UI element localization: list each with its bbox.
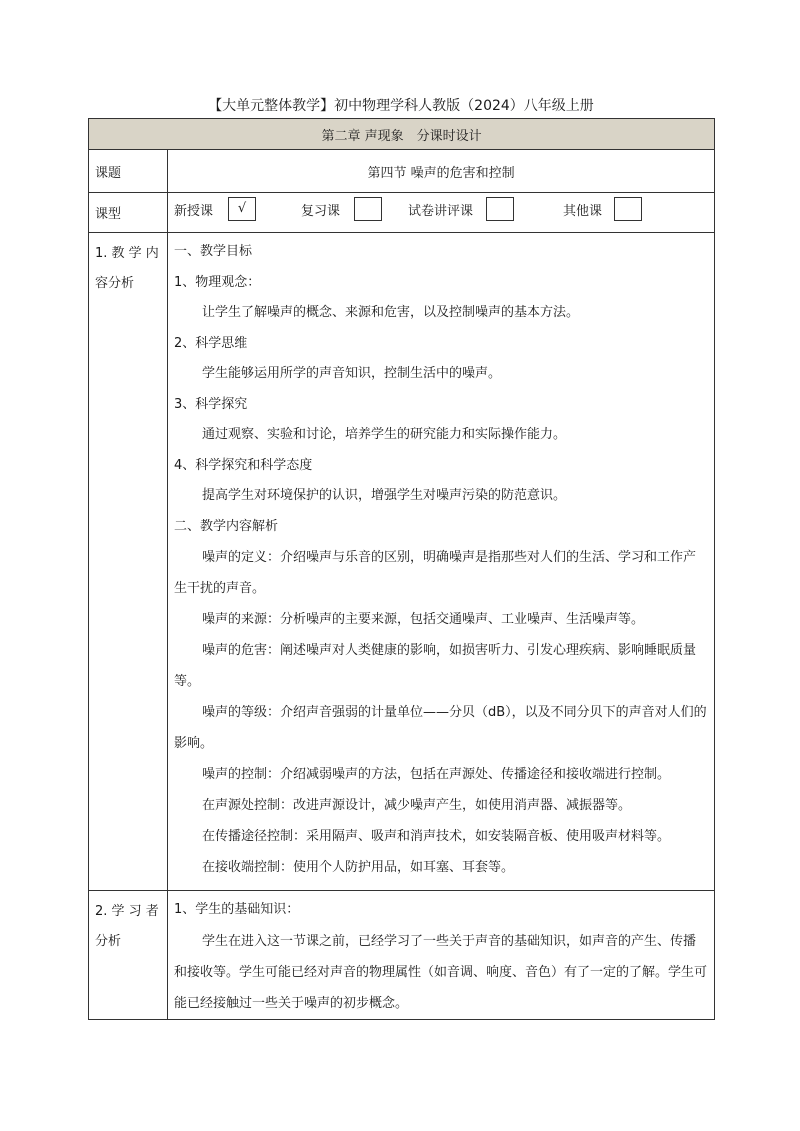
option-other-label: 其他课 bbox=[563, 204, 603, 219]
option-new-lesson-label: 新授课 bbox=[174, 204, 214, 219]
analysis-paragraph-source-control: 在声源处控制：改进声源设计，减少噪声产生，如使用消声器、减振器等。 bbox=[202, 798, 632, 813]
learner-analysis-body bbox=[168, 891, 715, 1020]
learner-analysis-label-line2: 分析 bbox=[95, 934, 122, 949]
learner-analysis-label-line1: 2. 学 习 者 bbox=[95, 904, 159, 919]
lesson-type-label: 课型 bbox=[89, 193, 168, 233]
goal-1-text: 让学生了解噪声的概念、来源和危害，以及控制噪声的基本方法。 bbox=[202, 305, 580, 320]
content-analysis-row bbox=[89, 233, 715, 891]
lesson-type-row bbox=[89, 193, 715, 233]
goal-3-text: 通过观察、实验和讨论，培养学生的研究能力和实际操作能力。 bbox=[202, 427, 567, 442]
lesson-design-table bbox=[88, 118, 715, 1020]
analysis-paragraph-receiver-control: 在接收端控制：使用个人防护用品，如耳塞、耳套等。 bbox=[202, 860, 515, 875]
lesson-type-options bbox=[168, 193, 715, 233]
option-review-lesson-checkbox[interactable] bbox=[354, 197, 382, 221]
subject-value: 第四节 噪声的危害和控制 bbox=[168, 150, 715, 193]
goal-2-heading: 2、科学思维 bbox=[174, 335, 248, 351]
goal-2-text: 学生能够运用所学的声音知识，控制生活中的噪声。 bbox=[202, 366, 502, 381]
analysis-paragraph-harms: 噪声的危害：阐述噪声对人类健康的影响，如损害听力、引发心理疾病、影响睡眠质量等。 bbox=[174, 643, 697, 689]
analysis-heading: 二、教学内容解析 bbox=[174, 518, 279, 534]
learner-analysis-row bbox=[89, 891, 715, 1020]
analysis-paragraph-levels: 噪声的等级：介绍声音强弱的计量单位——分贝（dB），以及不同分贝下的声音对人们的影响。 bbox=[174, 705, 707, 751]
analysis-paragraph-definition: 噪声的定义：介绍噪声与乐音的区别，明确噪声是指那些对人们的生活、学习和工作产生干扰的声音。 bbox=[174, 550, 697, 596]
option-exam-review-checkbox[interactable] bbox=[486, 197, 514, 221]
content-analysis-body bbox=[168, 233, 715, 891]
learner-analysis-label bbox=[89, 891, 168, 1020]
goal-1-heading: 1、物理观念： bbox=[174, 274, 261, 290]
goal-4-text: 提高学生对环境保护的认识，增强学生对噪声污染的防范意识。 bbox=[202, 488, 567, 503]
goal-3-heading: 3、科学探究 bbox=[174, 396, 248, 412]
analysis-paragraph-control: 噪声的控制：介绍减弱噪声的方法，包括在声源处、传播途径和接收端进行控制。 bbox=[202, 767, 671, 782]
content-analysis-label-line1: 1. 教 学 内 bbox=[95, 246, 159, 261]
analysis-paragraph-path-control: 在传播途径控制：采用隔声、吸声和消声技术，如安装隔音板、使用吸声材料等。 bbox=[202, 829, 671, 844]
learner-paragraph: 学生在进入这一节课之前，已经学习了一些关于声音的基础知识，如声音的产生、传播和接收等。学生可能已经对声音的物理属性（如音调、响度、音色）有了一定的了解。学生可能已经接触过一些关于噪声的初步概念。 bbox=[174, 933, 708, 1011]
option-new-lesson-checkbox[interactable]: √ bbox=[228, 197, 256, 221]
goals-heading: 一、教学目标 bbox=[174, 244, 253, 259]
subject-label: 课题 bbox=[89, 150, 168, 193]
chapter-title: 第二章 声现象 分课时设计 bbox=[89, 119, 715, 150]
content-analysis-label bbox=[89, 233, 168, 891]
document-header: 【大单元整体教学】初中物理学科人教版（2024）八年级上册 bbox=[208, 98, 594, 114]
option-other-checkbox[interactable] bbox=[614, 197, 642, 221]
subject-row bbox=[89, 150, 715, 193]
analysis-paragraph-sources: 噪声的来源：分析噪声的主要来源，包括交通噪声、工业噪声、生活噪声等。 bbox=[202, 612, 645, 627]
content-analysis-label-line2: 容分析 bbox=[95, 276, 135, 291]
learner-heading: 1、学生的基础知识： bbox=[174, 902, 300, 917]
goal-4-heading: 4、科学探究和科学态度 bbox=[174, 457, 313, 473]
option-review-lesson-label: 复习课 bbox=[301, 204, 341, 219]
chapter-title-row bbox=[89, 119, 715, 150]
option-exam-review-label: 试卷讲评课 bbox=[408, 204, 474, 219]
